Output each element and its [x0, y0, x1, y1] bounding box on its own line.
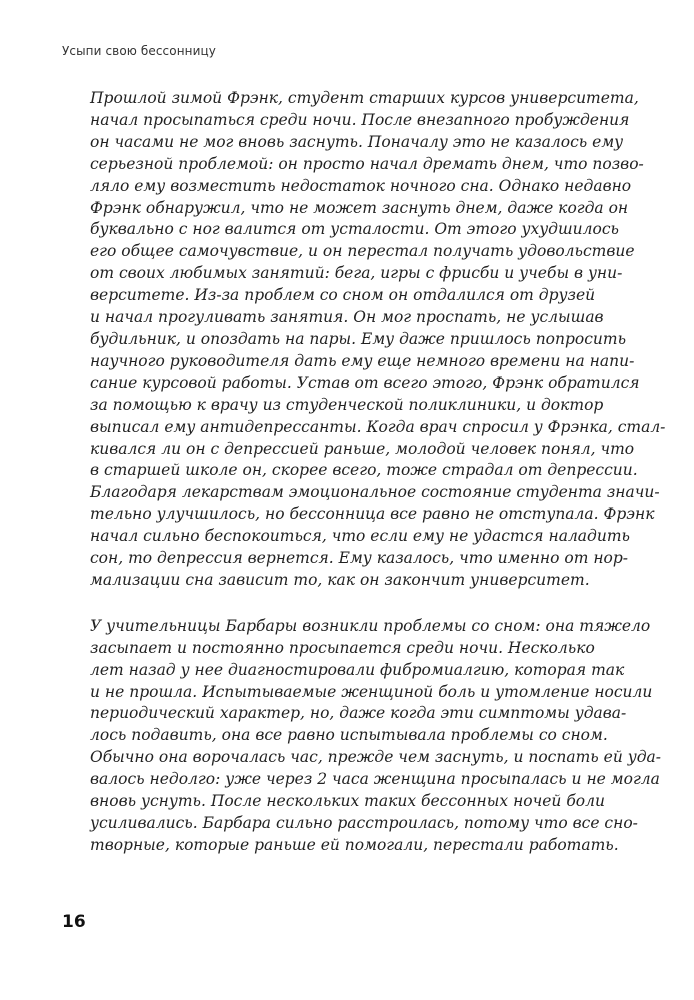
text-line: мализации сна зависит то, как он закончит университет. — [90, 570, 590, 589]
text-line: периодический характер, но, даже когда эти симптомы удава- — [90, 704, 627, 723]
text-line: будильник, и опоздать на пары. Ему даже пришлось попросить — [90, 329, 627, 348]
text-line: в старшей школе он, скорее всего, тоже страдал от депрессии. — [90, 461, 638, 480]
text-line: лось подавить, она все равно испытывала проблемы со сном. — [90, 726, 608, 745]
text-line: начал сильно беспокоиться, что если ему не удастся наладить — [90, 527, 630, 546]
text-line: за помощью к врачу из студенческой поликлиники, и доктор — [90, 395, 604, 414]
text-line: начал просыпаться среди ночи. После внезапного пробуждения — [90, 110, 630, 129]
text-line: научного руководителя дать ему еще немного времени на напи- — [90, 351, 635, 370]
text-line: сание курсовой работы. Устав от всего этого, Фрэнк обратился — [90, 373, 640, 392]
text-line: он часами не мог вновь заснуть. Поначалу это не казалось ему — [90, 132, 624, 151]
text-line: творные, которые раньше ей помогали, перестали работать. — [90, 835, 619, 854]
text-line: сон, то депрессия вернется. Ему казалось, что именно от нор- — [90, 549, 629, 568]
page-number: 16 — [62, 912, 86, 932]
text-line: буквально с ног валится от усталости. От этого ухудшилось — [90, 220, 619, 239]
text-line: Прошлой зимой Фрэнк, студент старших курсов университета, — [90, 89, 639, 107]
text-line: кивался ли он с депрессией раньше, молодой человек понял, что — [90, 439, 635, 458]
text-line: выписал ему антидепрессанты. Когда врач спросил у Фрэнка, стал- — [90, 417, 666, 436]
text-line: лет назад у нее диагностировали фибромиалгию, которая так — [90, 660, 625, 679]
text-line: засыпает и постоянно просыпается среди ночи. Несколько — [90, 638, 595, 657]
text-line: Обычно она ворочалась час, прежде чем заснуть, и поспать ей уда- — [90, 748, 662, 767]
page-body — [90, 88, 666, 857]
text-line: серьезной проблемой: он просто начал дремать днем, что позво- — [90, 154, 644, 173]
text-line: верситете. Из-за проблем со сном он отдалился от друзей — [90, 286, 596, 305]
text-line: Благодаря лекарствам эмоциональное состояние студента значи- — [90, 483, 660, 502]
text-line: усиливались. Барбара сильно расстроилась, потому что все сно- — [90, 814, 638, 832]
text-line: вновь уснуть. После нескольких таких бессонных ночей боли — [90, 792, 605, 811]
text-line: его общее самочувствие, и он перестал получать удовольствие — [90, 242, 635, 261]
text-line: и начал прогуливать занятия. Он мог проспать, не услышав — [90, 308, 604, 327]
text-line: тельно улучшилось, но бессонница все равно не отступала. Фрэнк — [90, 505, 655, 524]
text-line: У учительницы Барбары возникли проблемы со сном: она тяжело — [90, 616, 651, 635]
text-line: Фрэнк обнаружил, что не может заснуть днем, даже когда он — [90, 198, 629, 217]
running-title: Усыпи свою бессонницу — [62, 44, 216, 58]
paragraph-barbara — [90, 616, 662, 857]
text-line: и не прошла. Испытываемые женщиной боль и утомление носили — [90, 682, 653, 701]
text-line: ляло ему возместить недостаток ночного сна. Однако недавно — [90, 176, 632, 195]
text-line: от своих любимых занятий: бега, игры с фрисби и учебы в уни- — [90, 264, 623, 283]
paragraph-frank — [90, 88, 666, 592]
text-line: валось недолго: уже через 2 часа женщина просыпалась и не могла — [90, 770, 660, 789]
